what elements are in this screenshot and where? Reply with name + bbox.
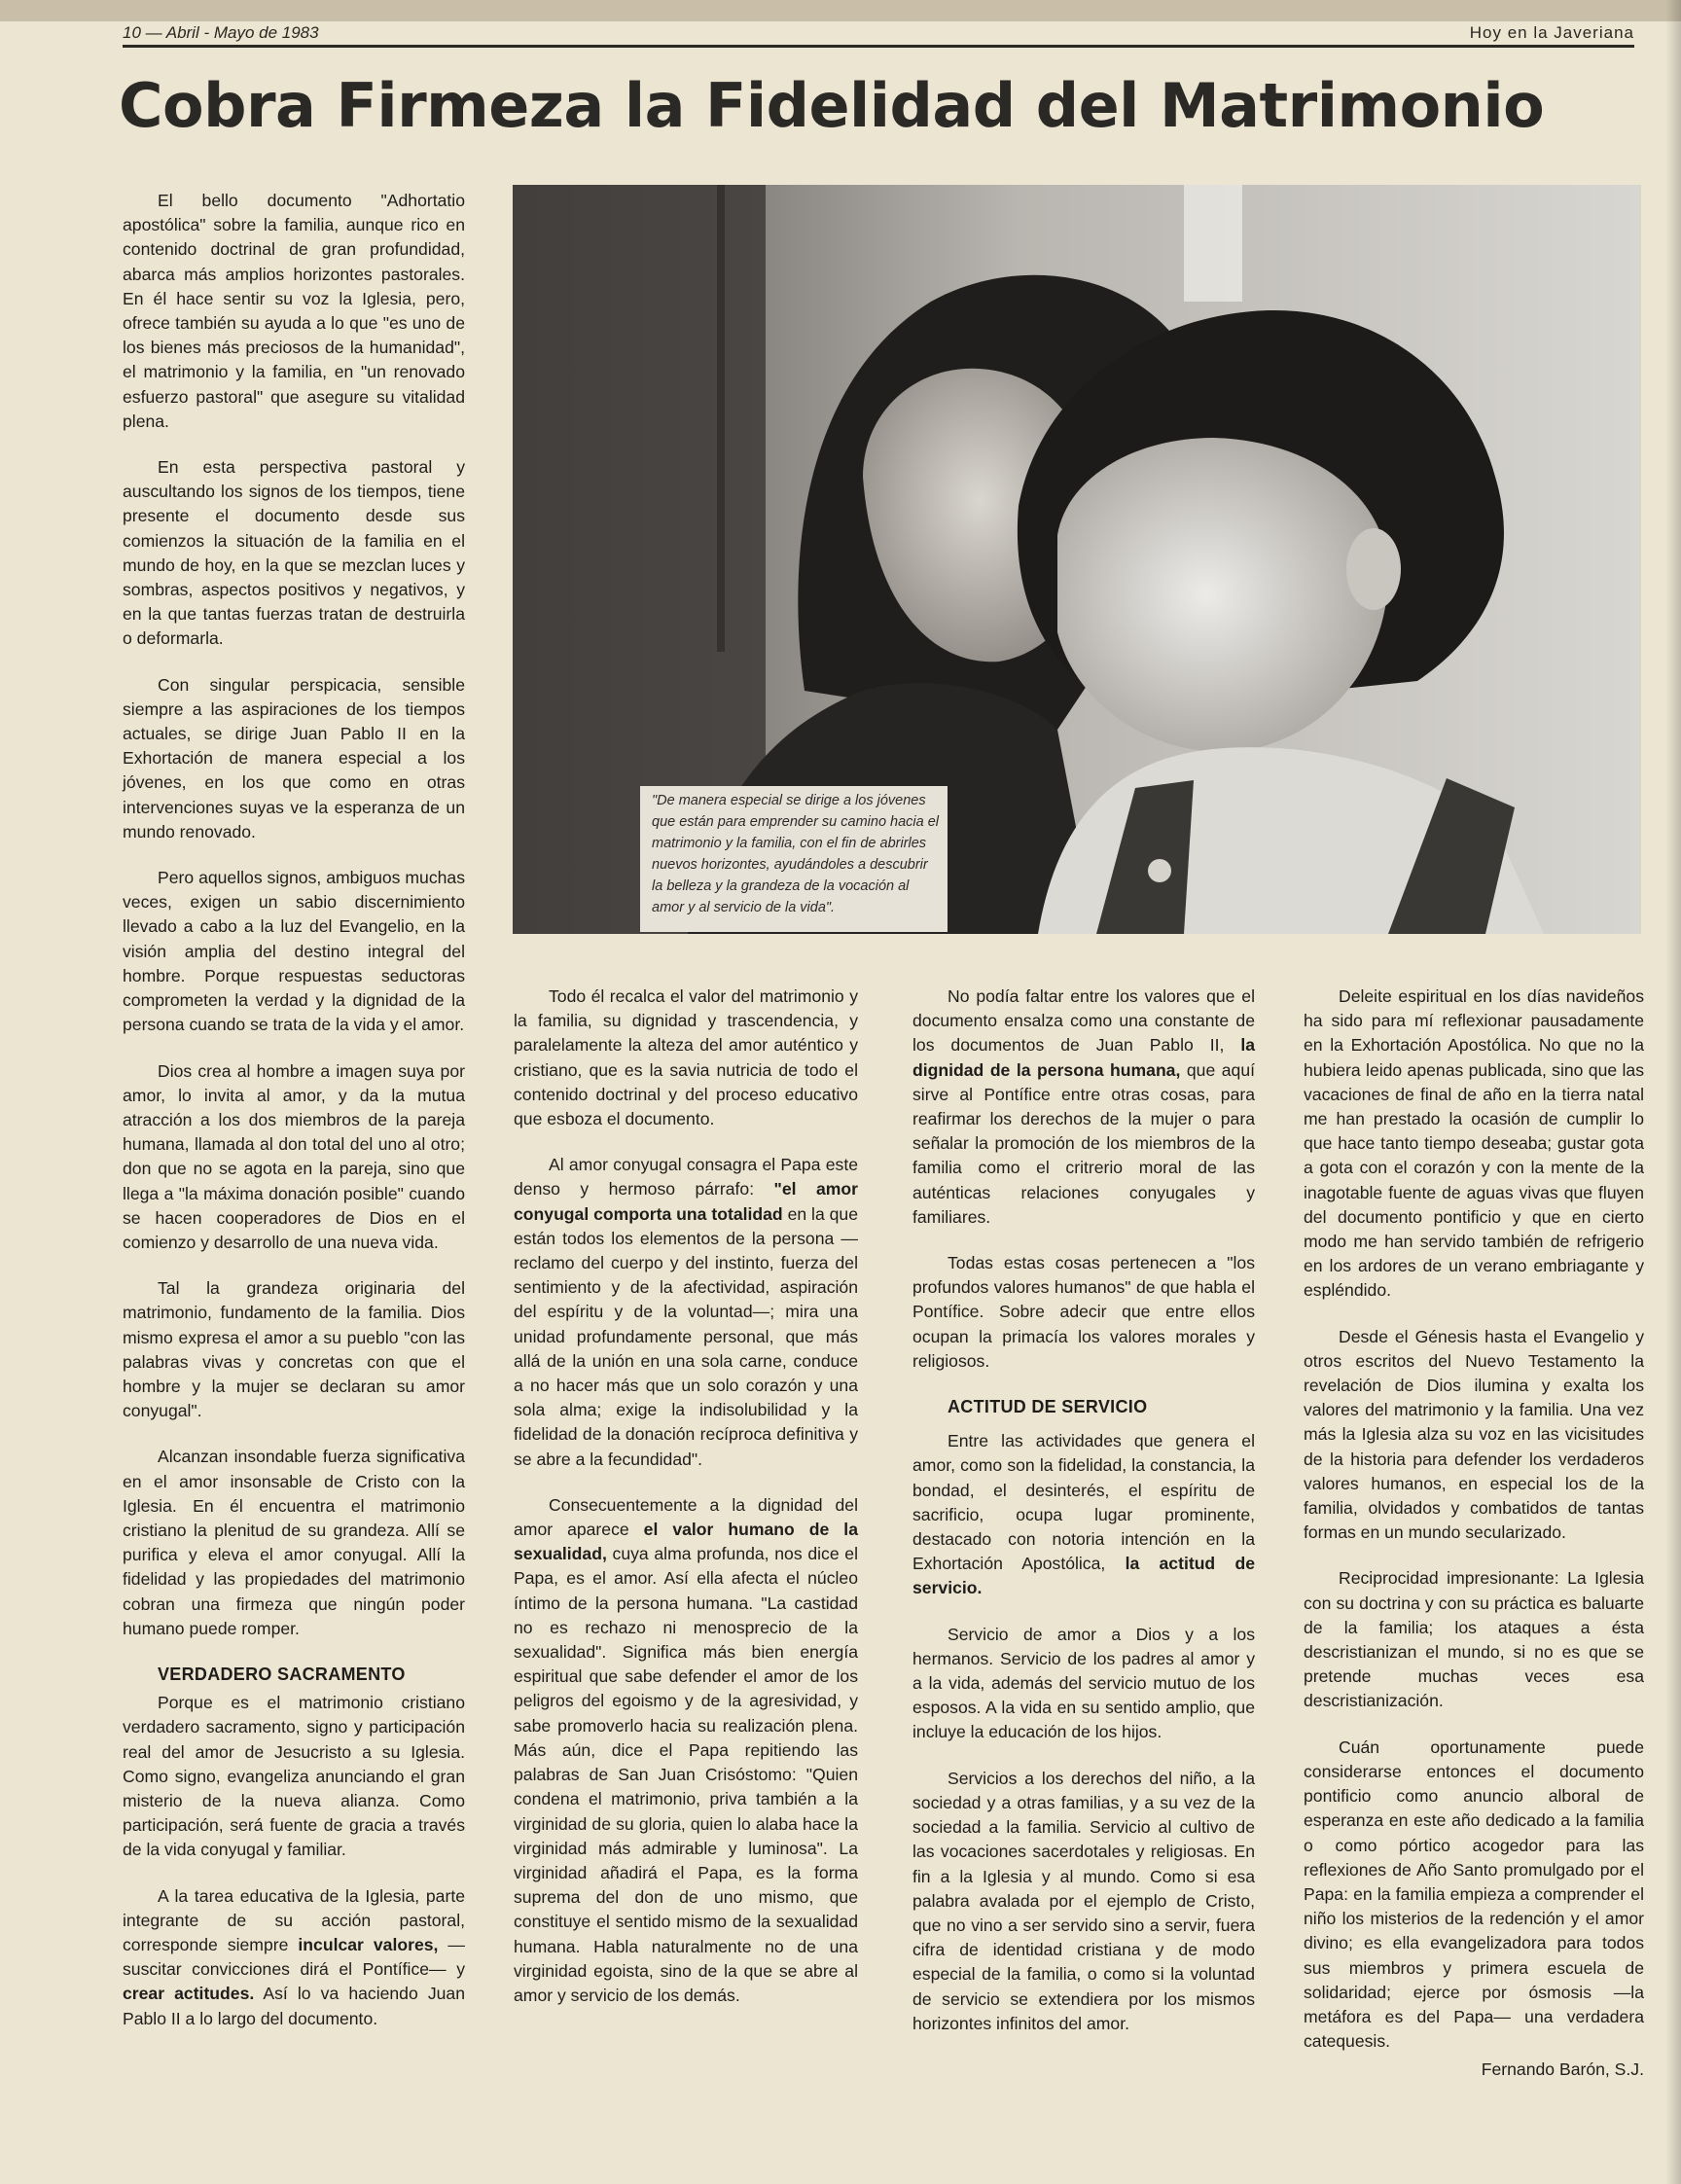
paragraph: Dios crea al hombre a imagen suya por amor, lo invita al amor, y da la mutua atracción a los dos miembros de la pareja humana, llamada al don total del uno al otro; don que no se agota en la pareja, sino que llega a "la máxima donación posible" cuando se hacen cooperadores de Dios en el comienzo y desarrollo de una nueva vida. (123, 1060, 465, 1252)
header-rule (123, 45, 1634, 48)
page-top-edge (0, 0, 1681, 21)
paragraph: Desde el Génesis hasta el Evangelio y otros escritos del Nuevo Testamento la revelación de Dios ilumina y exalta los valores del matrimonio y la familia. Una vez más la Iglesia alza su voz en las vicisitudes de la historia para defender los verdaderos valores humanos, en especial los de la familia, olvidados y combatidos de tantas formas en un mundo secularizado. (1304, 1326, 1644, 1543)
paragraph: Deleite espiritual en los días navideños ha sido para mí reflexionar pausadamente en la Exhortación Apostólica. No que no la hubiera leido apenas publicada, sino que las vacaciones de final de año en la tierra natal me han prestado la ocasión de cumplir lo que hace tanto tiempo deseaba; gustar gota a gota con el corazón y con la mente de la inagotable fuente de aguas vivas que fluyen del documento pontificio y que en cierto modo me han servido también de refrigerio en los ardores de un verano embriagante y espléndido. (1304, 986, 1644, 1301)
paragraph: Todo él recalca el valor del matrimonio y la familia, su dignidad y trascendencia, y paralelamente la alteza del amor auténtico y cristiano, que es la savia nutricia de todo el contenido doctrinal y del proceso educativo que esboza el documento. (514, 986, 858, 1129)
paragraph: Cuán oportunamente puede considerarse entonces el documento pontificio como anuncio alboral de esperanza en este año dedicado a la familia o como pórtico acogedor para las reflexiones de Año Santo promulgado por el Papa: en la familia empieza a comprender el niño los misterios de la redención y el amor divino; es ella evangelizadora para todos sus miembros y primera escuela de solidaridad; ejerce por ósmosis —la metáfora es del Papa— una verdadera catequesis. (1304, 1736, 1644, 2052)
text-run: —suscitar convicciones dirá el Pontífice— y (123, 1935, 466, 1980)
emphasis-text: "el amor conyugal comporta una totalidad (514, 1179, 858, 1224)
paragraph (123, 1884, 465, 2031)
paragraph (912, 985, 1255, 1230)
paragraph: Servicio de amor a Dios y a los hermanos. Servicio de los padres al amor y a la vida, además del servicio mutuo de los esposos. A la vida en su sentido amplio, que incluye la educación de los hijos. (912, 1624, 1255, 1742)
article-column-4 (1304, 985, 1644, 2104)
text-run: A la tarea educativa de la Iglesia, parte integrante de su acción pastoral, corresponde siempre (123, 1885, 465, 1954)
paragraph: Tal la grandeza originaria del matrimonio, fundamento de la familia. Dios mismo expresa el amor a su pueblo "con las palabras vivas y concretas con que el hombre y la mujer se declaran su amor conyugal". (123, 1278, 465, 1421)
text-run: Al amor conyugal consagra el Papa este denso y hermoso párrafo: (514, 1155, 858, 1199)
text-run: Así lo va haciendo Juan Pablo II a lo largo del documento. (123, 1984, 465, 2028)
subheading-verdadero-sacramento: VERDADERO SACRAMENTO (158, 1664, 406, 1684)
photo-caption: "De manera especial se dirige a los jóvenes que están para emprender su camino hacia el matrimonio y la familia, con el fin de abrirles nuevos horizontes, ayudándoles a descubrir la belleza y la grandeza de la vocación al amor y al servicio de la vida". (640, 786, 948, 932)
article-column-1 (123, 189, 465, 2053)
paragraph: Pero aquellos signos, ambiguos muchas veces, exigen un sabio discernimiento llevado a cabo a la luz del Evangelio, en la visión amplia del destino integral del hombre. Porque respuestas seductoras comprometen la verdad y la dignidad de la persona cuando se trata de la vida y el amor. (123, 868, 465, 1035)
text-run: No podía faltar entre los valores que el documento ensalza como una constante de los documentos de Juan Pablo II, (912, 986, 1255, 1056)
emphasis-text: la dignidad de la persona humana, (912, 1035, 1255, 1080)
article-column-2 (514, 985, 858, 2029)
author-signature: Fernando Barón, S.J. (1481, 2059, 1644, 2080)
paragraph: Alcanzan insondable fuerza significativa en el amor insonsable de Cristo con la Iglesia. En él encuentra el matrimonio cristiano la plenitud de su grandeza. Allí se purifica y eleva el amor conyugal. Allí la fidelidad y las propiedades del matrimonio cobran una firmeza que ningún poder humano puede romper. (123, 1447, 465, 1638)
folio-date: 10 — Abril - Mayo de 1983 (123, 23, 319, 42)
emphasis-text: crear actitudes. (123, 1984, 255, 2004)
paragraph (514, 1493, 858, 2008)
paragraph: Servicios a los derechos del niño, a la sociedad y a otras familias, y a su vez de la sociedad a la familia. Servicio al cultivo de las vocaciones sacerdotales y religiosas. En fin a la Iglesia y al mundo. Como si esa palabra avalada por el ejemplo de Cristo, que no vino a ser servido sino a servir, fuera cifra de identidad cristiana y de modo especial de la familia, o como si la voluntad de servicio se extendiera por los mismos horizontes infinitos del amor. (912, 1768, 1255, 2033)
text-run: cuya alma profunda, nos dice el Papa, es el amor. Así ella afecta el núcleo íntimo de la persona humana. "La castidad no es rechazo ni menosprecio de la sexualidad". Significa más bien energía espiritual que sabe defender el amor de los peligros del egoismo y de la agresividad, y sabe promoverlo hacia su realización plena. Más aún, dice el Papa repitiendo las palabras de San Juan Crisóstomo: "Quien condena el matrimonio, priva también a la virginidad de su gloria, quien lo alaba hace la virginidad más admirable y luminosa". La virginidad añadirá el Papa, es la forma suprema del don de uno mismo, que constituye el sentido mismo de la sexualidad humana. Habla naturalmente no de una virginidad egoista, sino de la que se abre al amor y servicio de los demás. (514, 1544, 858, 2005)
article-title: Cobra Firmeza la Fidelidad del Matrimonio (119, 70, 1545, 141)
text-run: Consecuentemente a la dignidad del amor aparece (514, 1494, 858, 1540)
emphasis-text: inculcar valores, (298, 1935, 439, 1954)
text-run: Entre las actividades que genera el amor, como son la fidelidad, la constancia, la bondad, el desinterés, el espíritu de sacrificio, ocupa lugar prominente, destacado con notoria intención en la Exhortación Apostólica, (912, 1431, 1255, 1574)
paragraph: El bello documento "Adhortatio apostólica" sobre la familia, aunque rico en contenido doctrinal de gran profundidad, abarca más amplios horizontes pastorales. En él hace sentir su voz la Iglesia, pero, ofrece también su ayuda a lo que "es uno de los bienes más preciosos de la humanidad", el matrimonio y la familia, en "un renovado esfuerzo pastoral" que asegure su vitalidad plena. (123, 191, 465, 431)
text-run: en la que están todos los elementos de la persona —reclamo del cuerpo y del instinto, fuerza del sentimiento y de la afectividad, aspiración del espíritu y de la voluntad—; mira una unidad profundamente personal, que más allá de la unión en una sola carne, conduce a no hacer más que un solo corazón y una sola alma; exige la indisolubilidad y la fidelidad de la donación recíproca definitiva y se abre a la fecundidad". (514, 1203, 858, 1469)
page-edge-shadow (1665, 0, 1681, 2184)
folio-publication: Hoy en la Javeriana (1469, 23, 1634, 42)
article-column-3 (912, 985, 1255, 2058)
paragraph (514, 1153, 858, 1472)
subheading-actitud-de-servicio: ACTITUD DE SERVICIO (948, 1397, 1148, 1417)
paragraph: Reciprocidad impresionante: La Iglesia con su doctrina y con su práctica es baluarte de la familia; los ataques a ésta descristianizan el mundo, si no es que se pretende muchas veces esa descristianización. (1304, 1568, 1644, 1711)
paragraph: En esta perspectiva pastoral y auscultando los signos de los tiempos, tiene presente el documento desde sus comienzos la situación de la familia en el mundo de hoy, en la que se mezclan luces y sombras, aspectos positivos y negativos, y en la que tantas fuerzas tratan de destruirla o deformarla. (123, 457, 465, 649)
paragraph: Porque es el matrimonio cristiano verdadero sacramento, signo y participación real del amor de Jesucristo a su Iglesia. Como signo, evangeliza anunciando el gran misterio de la nueva alianza. Como participación, será fuente de gracia a través de la vida conyugal y familiar. (123, 1693, 465, 1860)
emphasis-text: el valor humano de la sexualidad, (514, 1520, 858, 1564)
paragraph: Todas estas cosas pertenecen a "los profundos valores humanos" de que habla el Pontífice. Sobre adecir que entre ellos ocupan la primacía los valores morales y religiosos. (912, 1253, 1255, 1371)
paragraph: Con singular perspicacia, sensible siempre a las aspiraciones de los tiempos actuales, se dirige Juan Pablo II en la Exhortación de manera especial a los jóvenes, en los que como en otras intervenciones suyas ve la esperanza de un mundo renovado. (123, 674, 465, 841)
text-run: que aquí sirve al Pontífice entre otras cosas, para reafirmar los derechos de la mujer o para señalar la promoción de los miembros de la familia como el critrerio moral de las auténticas relaciones conyugales y familiares. (912, 1059, 1255, 1227)
paragraph (912, 1429, 1255, 1600)
emphasis-text: la actitud de servicio. (912, 1554, 1255, 1598)
